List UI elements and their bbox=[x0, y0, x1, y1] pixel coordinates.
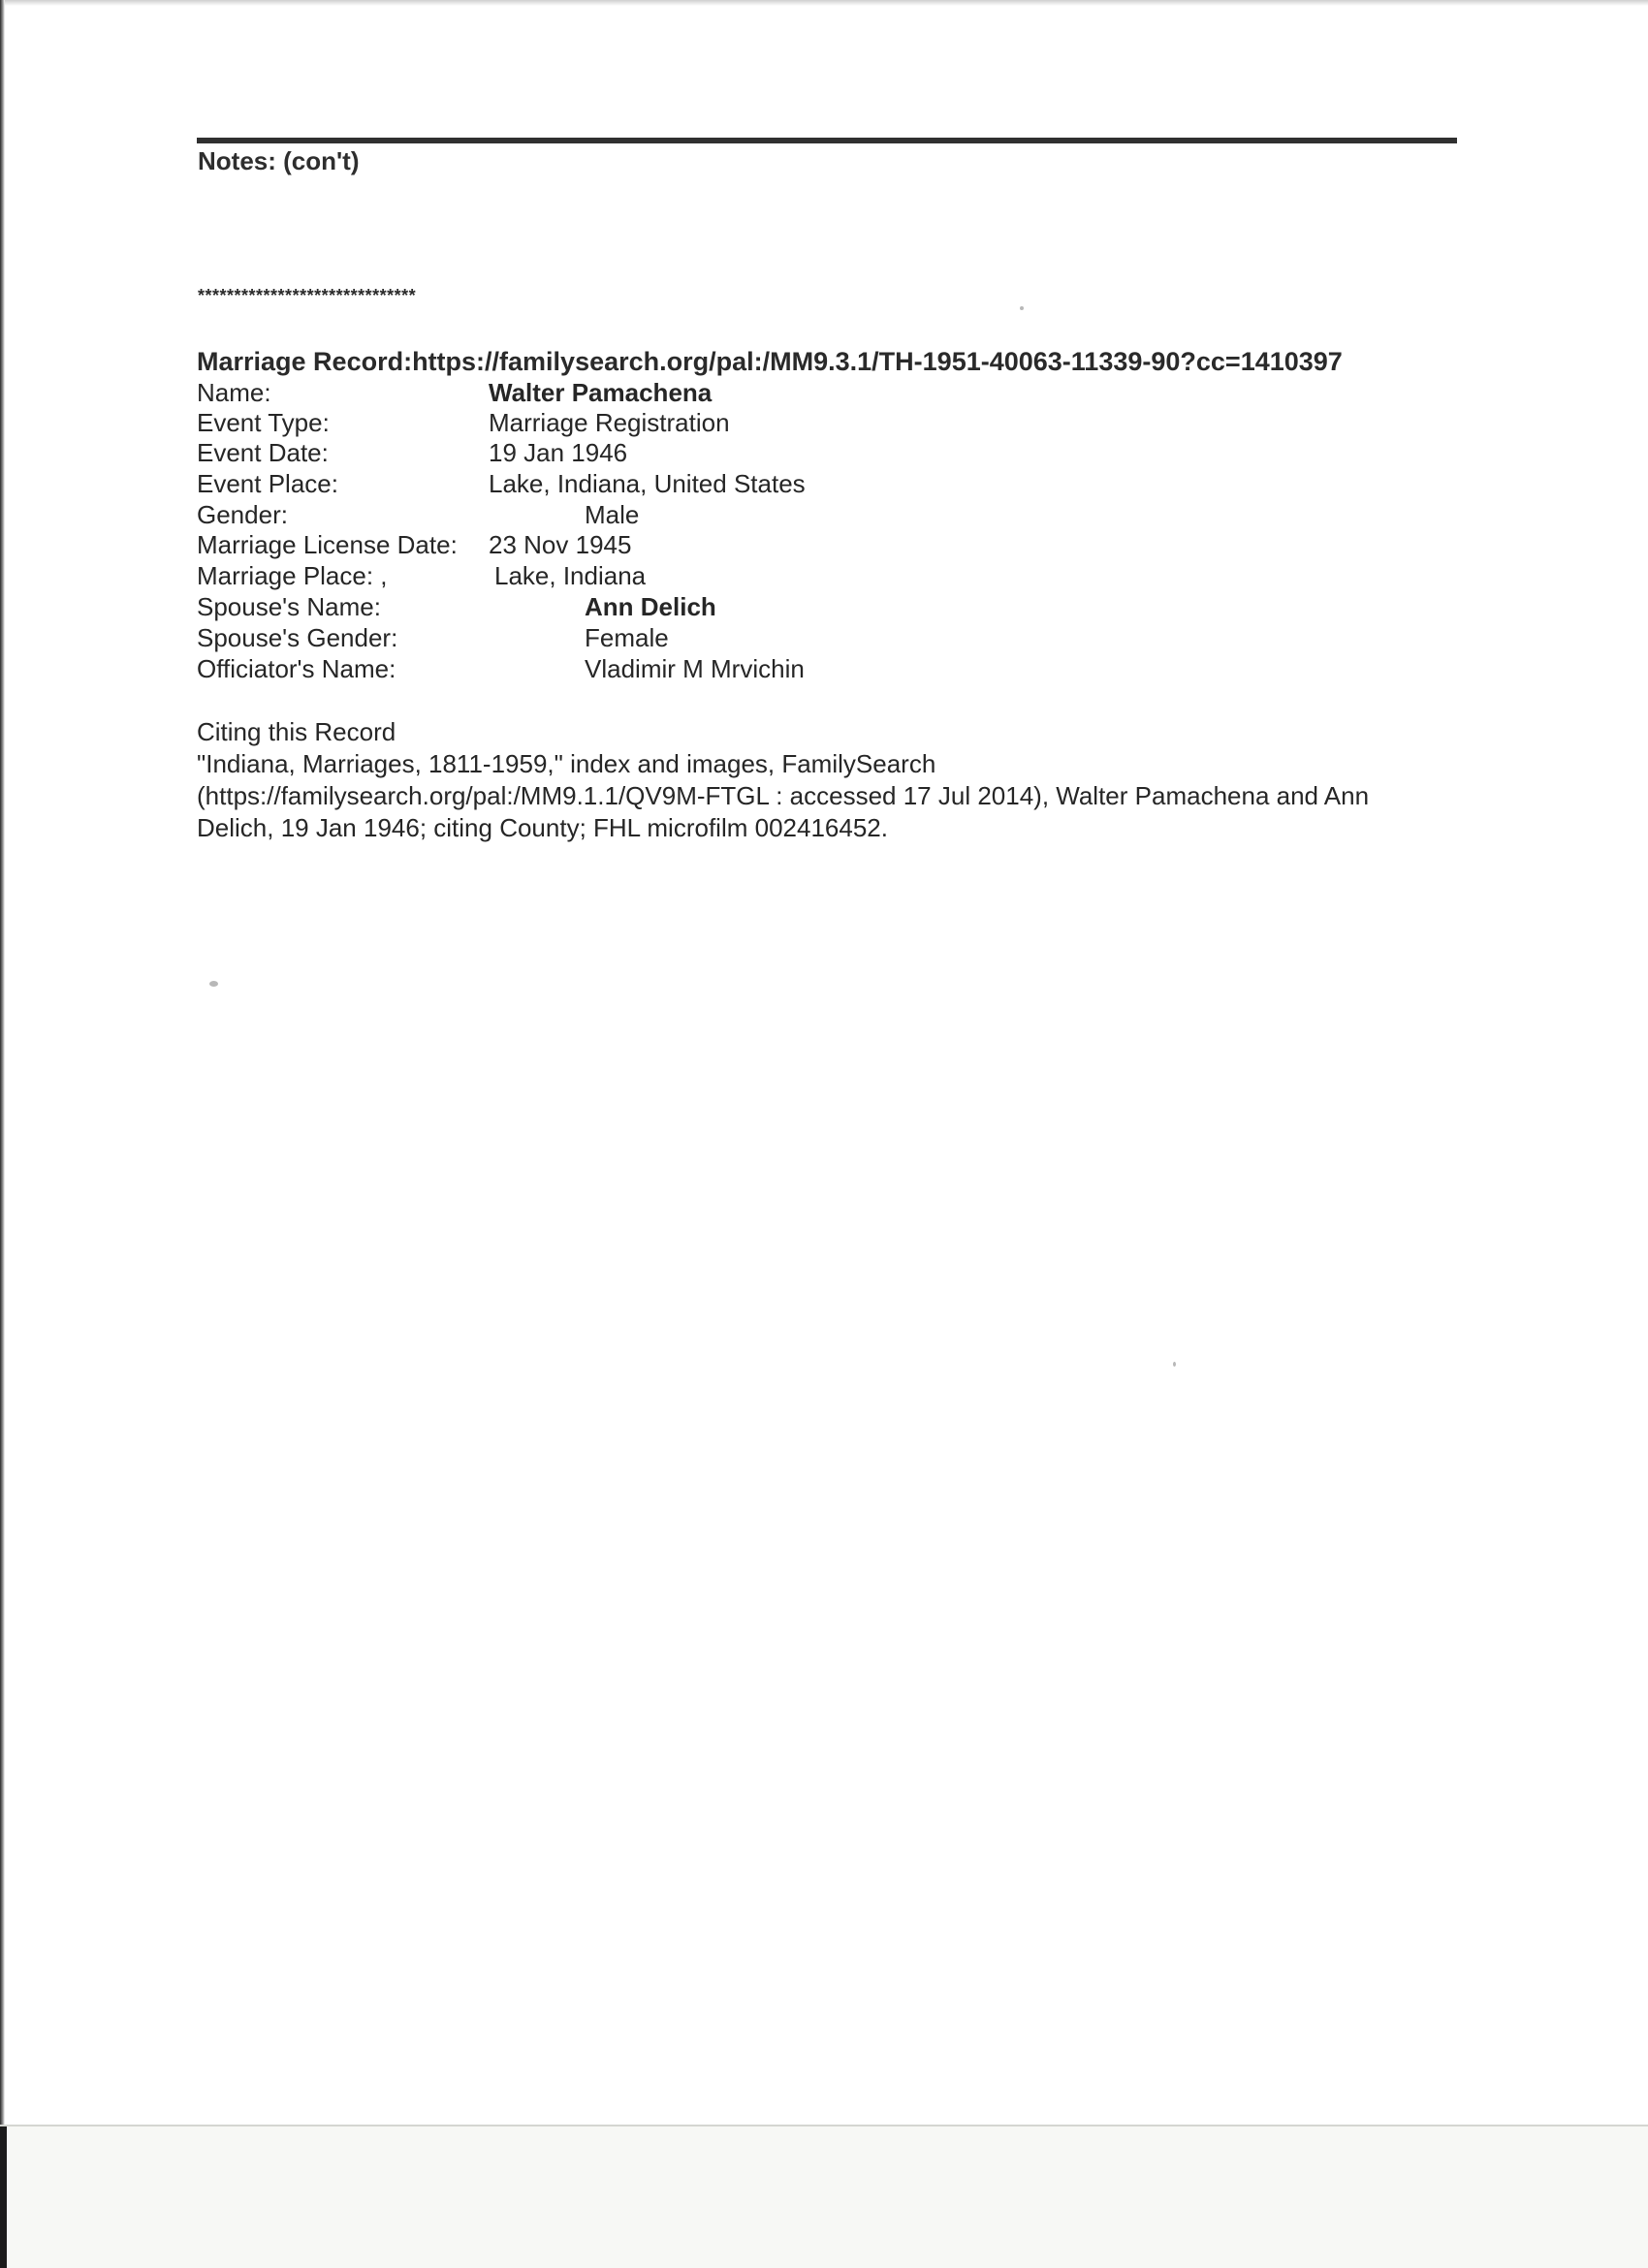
scan-speck bbox=[1020, 306, 1024, 310]
field-value-event-place: Lake, Indiana, United States bbox=[489, 469, 806, 498]
scan-speck bbox=[1173, 1362, 1176, 1367]
field-value-name: Walter Pamachena bbox=[489, 378, 713, 407]
field-value-spouse-name: Ann Delich bbox=[585, 592, 716, 621]
field-label-marriage-license-date: Marriage License Date: bbox=[197, 530, 458, 559]
field-value-event-date: 19 Jan 1946 bbox=[489, 438, 628, 467]
scan-bottom-edge bbox=[0, 2126, 7, 2268]
scan-top-edge bbox=[0, 0, 1648, 6]
field-label-officiator-name: Officiator's Name: bbox=[197, 654, 396, 683]
scan-speck bbox=[209, 981, 218, 987]
field-label-spouse-gender: Spouse's Gender: bbox=[197, 623, 398, 652]
scan-left-edge bbox=[0, 0, 5, 2266]
field-value-officiator-name: Vladimir M Mrvichin bbox=[585, 654, 805, 683]
header-rule bbox=[197, 138, 1457, 143]
citation-line-2: (https://familysearch.org/pal:/MM9.1.1/QV9M-FTGL : accessed 17 Jul 2014), Walter Pamachena and Ann bbox=[197, 781, 1370, 810]
notes-heading: Notes: (con't) bbox=[198, 146, 360, 175]
citation-line-3: Delich, 19 Jan 1946; citing County; FHL microfilm 002416452. bbox=[197, 813, 888, 842]
field-label-marriage-place: Marriage Place: , bbox=[197, 561, 388, 590]
field-label-name: Name: bbox=[197, 378, 271, 407]
field-label-event-place: Event Place: bbox=[197, 469, 338, 498]
section-separator: ****************************** bbox=[198, 286, 417, 305]
field-label-event-type: Event Type: bbox=[197, 408, 330, 437]
citing-heading: Citing this Record bbox=[197, 717, 396, 746]
marriage-record-heading: Marriage Record:https://familysearch.org/pal:/MM9.3.1/TH-1951-40063-11339-90?cc=1410397 bbox=[197, 347, 1343, 376]
field-value-marriage-license-date: 23 Nov 1945 bbox=[489, 530, 632, 559]
field-value-spouse-gender: Female bbox=[585, 623, 669, 652]
field-label-gender: Gender: bbox=[197, 500, 288, 529]
citation-line-1: "Indiana, Marriages, 1811-1959," index and images, FamilySearch bbox=[197, 749, 936, 778]
field-value-event-type: Marriage Registration bbox=[489, 408, 730, 437]
field-value-gender: Male bbox=[585, 500, 640, 529]
field-label-event-date: Event Date: bbox=[197, 438, 329, 467]
scan-bottom-margin bbox=[0, 2125, 1648, 2268]
field-label-spouse-name: Spouse's Name: bbox=[197, 592, 381, 621]
field-value-marriage-place: Lake, Indiana bbox=[494, 561, 647, 590]
